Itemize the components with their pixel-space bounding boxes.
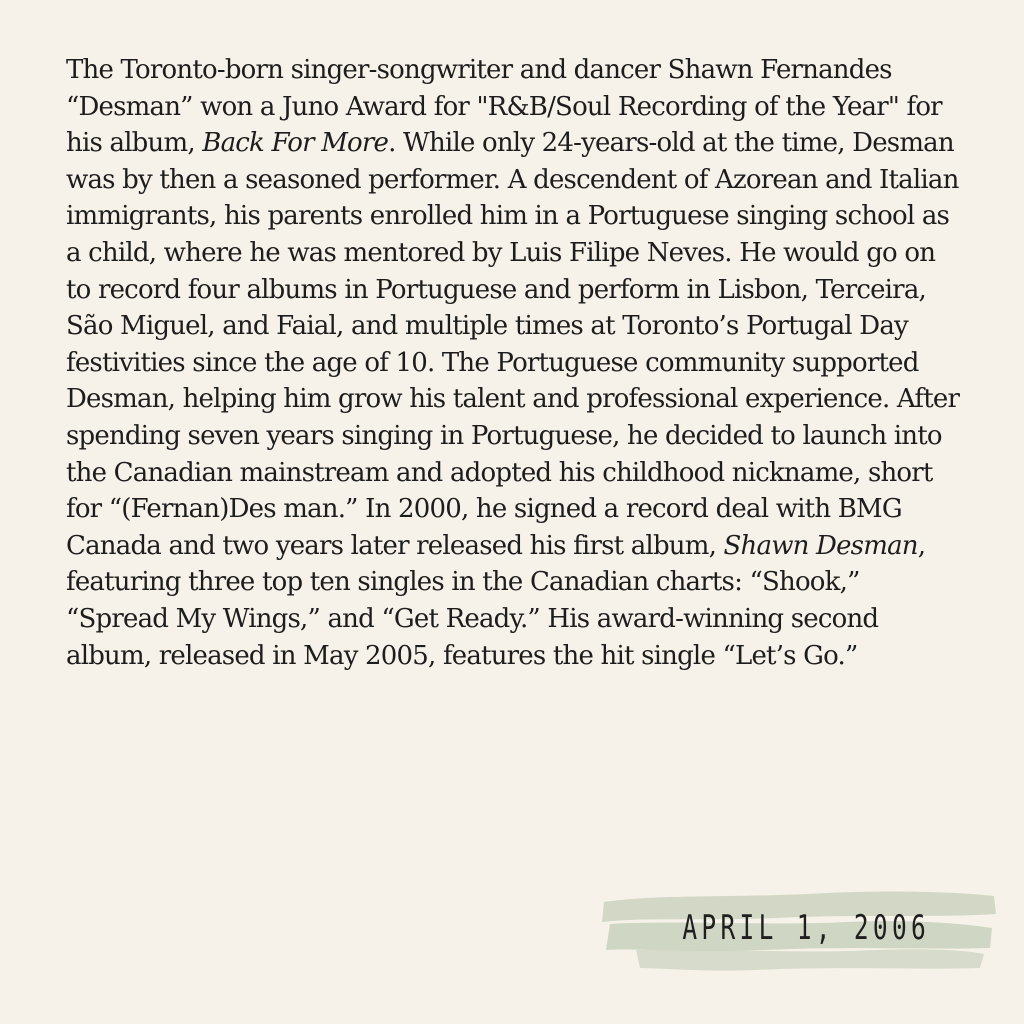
article-text-part-3: , featuring three top ten singles in the Canadian charts: “Shook,” “Spread My Wings,” and “Get Ready.” His award-winning second album, released in May 2005, features the hit single “Let’s Go.”: [66, 530, 926, 671]
article-text-part-2: . While only 24-years-old at the time, Desman was by then a seasoned performer. A descendent of Azorean and Italian immigrants, his parents enrolled him in a Portuguese singing school as a child, where he was mentored by Luis Filipe Neves. He would go on to record four albums in Portuguese and perform in Lisbon, Terceira, São Miguel, and Faial, and multiple times at Toronto’s Portugal Day festivities since the age of 10. The Portuguese community supported Desman, helping him grow his talent and professional experience. After spending seven years singing in Portuguese, he decided to launch into the Canadian mainstream and adopted his childhood nickname, short for “(Fernan)Des man.” In 2000, he signed a record deal with BMG Canada and two years later released his first album,: [66, 128, 960, 561]
album-title-back-for-more: Back For More: [202, 128, 389, 159]
article-text: [66, 52, 966, 674]
article-text-part-1: The Toronto-born singer-songwriter and dancer Shawn Fernandes “Desman” won a Juno Award for "R&B/Soul Recording of the Year" for his album,: [66, 55, 942, 159]
date-label: APRIL 1, 2006: [682, 908, 930, 948]
album-title-shawn-desman: Shawn Desman: [723, 530, 918, 561]
date-badge: [596, 884, 1000, 984]
